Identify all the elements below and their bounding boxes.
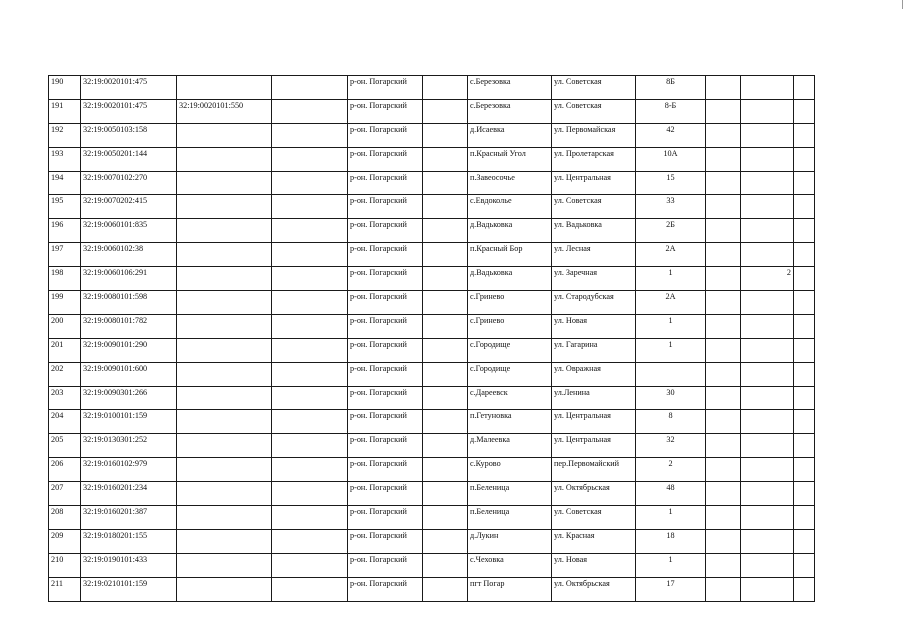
cadastral-number-secondary <box>177 410 272 434</box>
extra-value <box>741 362 794 386</box>
house-number: 15 <box>636 171 706 195</box>
street: ул. Лесная <box>552 243 636 267</box>
row-number: 197 <box>49 243 81 267</box>
empty-cell <box>423 458 468 482</box>
empty-cell <box>706 267 741 291</box>
empty-cell <box>706 434 741 458</box>
empty-cell <box>706 99 741 123</box>
empty-cell <box>706 529 741 553</box>
empty-cell <box>272 291 348 315</box>
empty-cell <box>794 147 815 171</box>
empty-cell <box>794 338 815 362</box>
cadastral-number: 32:19:0180201:155 <box>81 529 177 553</box>
cadastral-number-secondary <box>177 529 272 553</box>
empty-cell <box>423 506 468 530</box>
street: ул. Красная <box>552 529 636 553</box>
street: ул. Овражная <box>552 362 636 386</box>
empty-cell <box>272 529 348 553</box>
house-number: 8 <box>636 410 706 434</box>
district: р-он. Погарский <box>348 386 423 410</box>
row-number: 196 <box>49 219 81 243</box>
street: пер.Первомайский <box>552 458 636 482</box>
house-number: 33 <box>636 195 706 219</box>
house-number: 32 <box>636 434 706 458</box>
table-row <box>49 99 815 123</box>
settlement: д.Исаевка <box>468 123 552 147</box>
extra-value <box>741 529 794 553</box>
empty-cell <box>423 147 468 171</box>
property-registry-table <box>48 75 815 602</box>
table-row <box>49 76 815 100</box>
cadastral-number-secondary: 32:19:0020101:550 <box>177 99 272 123</box>
empty-cell <box>706 76 741 100</box>
street: ул. Вадьковка <box>552 219 636 243</box>
table-row <box>49 577 815 601</box>
empty-cell <box>272 99 348 123</box>
empty-cell <box>423 553 468 577</box>
house-number: 48 <box>636 482 706 506</box>
empty-cell <box>423 529 468 553</box>
house-number: 30 <box>636 386 706 410</box>
empty-cell <box>423 243 468 267</box>
cadastral-number-secondary <box>177 267 272 291</box>
empty-cell <box>706 362 741 386</box>
district: р-он. Погарский <box>348 529 423 553</box>
empty-cell <box>794 171 815 195</box>
empty-cell <box>272 577 348 601</box>
settlement: с.Евдоколье <box>468 195 552 219</box>
cadastral-number-secondary <box>177 458 272 482</box>
settlement: п.Беленица <box>468 506 552 530</box>
row-number: 191 <box>49 99 81 123</box>
cadastral-number: 32:19:0080101:598 <box>81 291 177 315</box>
empty-cell <box>794 314 815 338</box>
cadastral-number: 32:19:0100101:159 <box>81 410 177 434</box>
settlement: п.Завеосочье <box>468 171 552 195</box>
empty-cell <box>272 147 348 171</box>
empty-cell <box>794 362 815 386</box>
settlement: с.Городище <box>468 362 552 386</box>
extra-value <box>741 99 794 123</box>
empty-cell <box>794 195 815 219</box>
empty-cell <box>423 267 468 291</box>
empty-cell <box>423 195 468 219</box>
empty-cell <box>272 553 348 577</box>
house-number: 10А <box>636 147 706 171</box>
street: ул. Пролетарская <box>552 147 636 171</box>
cadastral-number-secondary <box>177 243 272 267</box>
empty-cell <box>272 362 348 386</box>
house-number: 2Б <box>636 219 706 243</box>
settlement: с.Гринево <box>468 291 552 315</box>
empty-cell <box>423 123 468 147</box>
settlement: с.Городище <box>468 338 552 362</box>
empty-cell <box>272 338 348 362</box>
empty-cell <box>423 219 468 243</box>
empty-cell <box>423 386 468 410</box>
empty-cell <box>272 76 348 100</box>
empty-cell <box>423 410 468 434</box>
empty-cell <box>272 267 348 291</box>
cadastral-number: 32:19:0070202:415 <box>81 195 177 219</box>
cadastral-number: 32:19:0090101:290 <box>81 338 177 362</box>
empty-cell <box>706 338 741 362</box>
empty-cell <box>706 171 741 195</box>
cadastral-number-secondary <box>177 386 272 410</box>
extra-value <box>741 123 794 147</box>
empty-cell <box>794 458 815 482</box>
cadastral-number: 32:19:0130301:252 <box>81 434 177 458</box>
district: р-он. Погарский <box>348 76 423 100</box>
district: р-он. Погарский <box>348 506 423 530</box>
cadastral-number-secondary <box>177 195 272 219</box>
row-number: 211 <box>49 577 81 601</box>
extra-value <box>741 386 794 410</box>
empty-cell <box>706 147 741 171</box>
empty-cell <box>706 243 741 267</box>
cadastral-number-secondary <box>177 434 272 458</box>
empty-cell <box>794 267 815 291</box>
district: р-он. Погарский <box>348 338 423 362</box>
extra-value <box>741 147 794 171</box>
row-number: 207 <box>49 482 81 506</box>
settlement: с.Дареевск <box>468 386 552 410</box>
cadastral-number: 32:19:0160102:979 <box>81 458 177 482</box>
row-number: 192 <box>49 123 81 147</box>
house-number: 2 <box>636 458 706 482</box>
cadastral-number-secondary <box>177 147 272 171</box>
table-row <box>49 506 815 530</box>
row-number: 201 <box>49 338 81 362</box>
house-number: 1 <box>636 553 706 577</box>
house-number: 2А <box>636 243 706 267</box>
empty-cell <box>794 219 815 243</box>
empty-cell <box>794 99 815 123</box>
empty-cell <box>706 410 741 434</box>
extra-value <box>741 434 794 458</box>
district: р-он. Погарский <box>348 410 423 434</box>
district: р-он. Погарский <box>348 291 423 315</box>
empty-cell <box>423 338 468 362</box>
district: р-он. Погарский <box>348 123 423 147</box>
empty-cell <box>794 123 815 147</box>
settlement: п.Гетуновка <box>468 410 552 434</box>
empty-cell <box>423 76 468 100</box>
empty-cell <box>706 195 741 219</box>
extra-value <box>741 338 794 362</box>
settlement: пгт Погар <box>468 577 552 601</box>
cadastral-number-secondary <box>177 338 272 362</box>
extra-value <box>741 577 794 601</box>
empty-cell <box>272 410 348 434</box>
empty-cell <box>706 219 741 243</box>
empty-cell <box>706 506 741 530</box>
table-row <box>49 529 815 553</box>
empty-cell <box>423 362 468 386</box>
empty-cell <box>706 314 741 338</box>
street: ул. Центральная <box>552 434 636 458</box>
settlement: п.Красный Угол <box>468 147 552 171</box>
cadastral-number: 32:19:0160201:387 <box>81 506 177 530</box>
row-number: 205 <box>49 434 81 458</box>
district: р-он. Погарский <box>348 362 423 386</box>
empty-cell <box>423 577 468 601</box>
extra-value: 2 <box>741 267 794 291</box>
district: р-он. Погарский <box>348 577 423 601</box>
settlement: с.Березовка <box>468 99 552 123</box>
settlement: п.Беленица <box>468 482 552 506</box>
house-number: 8Б <box>636 76 706 100</box>
table-row <box>49 171 815 195</box>
row-number: 202 <box>49 362 81 386</box>
empty-cell <box>706 482 741 506</box>
row-number: 198 <box>49 267 81 291</box>
row-number: 199 <box>49 291 81 315</box>
street: ул. Заречная <box>552 267 636 291</box>
table-row <box>49 410 815 434</box>
extra-value <box>741 458 794 482</box>
district: р-он. Погарский <box>348 553 423 577</box>
extra-value <box>741 219 794 243</box>
cadastral-number-secondary <box>177 553 272 577</box>
street: ул. Новая <box>552 314 636 338</box>
settlement: с.Гринево <box>468 314 552 338</box>
table-row <box>49 314 815 338</box>
cadastral-number-secondary <box>177 362 272 386</box>
row-number: 195 <box>49 195 81 219</box>
settlement: д.Лукин <box>468 529 552 553</box>
table-row <box>49 434 815 458</box>
house-number: 8-Б <box>636 99 706 123</box>
settlement: д.Малеевка <box>468 434 552 458</box>
empty-cell <box>706 553 741 577</box>
cadastral-number: 32:19:0020101:475 <box>81 99 177 123</box>
district: р-он. Погарский <box>348 171 423 195</box>
row-number: 193 <box>49 147 81 171</box>
row-number: 209 <box>49 529 81 553</box>
empty-cell <box>272 386 348 410</box>
cadastral-number: 32:19:0060106:291 <box>81 267 177 291</box>
cadastral-number: 32:19:0080101:782 <box>81 314 177 338</box>
street: ул. Центральная <box>552 171 636 195</box>
cadastral-number-secondary <box>177 123 272 147</box>
house-number: 2А <box>636 291 706 315</box>
street: ул. Советская <box>552 76 636 100</box>
street: ул. Стародубская <box>552 291 636 315</box>
cadastral-number-secondary <box>177 219 272 243</box>
empty-cell <box>794 529 815 553</box>
street: ул.Ленина <box>552 386 636 410</box>
row-number: 200 <box>49 314 81 338</box>
empty-cell <box>794 482 815 506</box>
district: р-он. Погарский <box>348 314 423 338</box>
district: р-он. Погарский <box>348 458 423 482</box>
row-number: 194 <box>49 171 81 195</box>
table-row <box>49 219 815 243</box>
cadastral-number-secondary <box>177 291 272 315</box>
street: ул. Центральная <box>552 410 636 434</box>
empty-cell <box>706 386 741 410</box>
empty-cell <box>423 314 468 338</box>
empty-cell <box>794 577 815 601</box>
empty-cell <box>794 243 815 267</box>
extra-value <box>741 171 794 195</box>
extra-value <box>741 506 794 530</box>
empty-cell <box>272 243 348 267</box>
cadastral-number-secondary <box>177 506 272 530</box>
street: ул. Октябрьская <box>552 577 636 601</box>
table-row <box>49 338 815 362</box>
empty-cell <box>272 171 348 195</box>
district: р-он. Погарский <box>348 99 423 123</box>
table-row <box>49 291 815 315</box>
row-number: 206 <box>49 458 81 482</box>
cadastral-number: 32:19:0050103:158 <box>81 123 177 147</box>
empty-cell <box>272 195 348 219</box>
table-row <box>49 267 815 291</box>
settlement: п.Красный Бор <box>468 243 552 267</box>
cadastral-number: 32:19:0090101:600 <box>81 362 177 386</box>
empty-cell <box>706 123 741 147</box>
row-number: 204 <box>49 410 81 434</box>
table-row <box>49 195 815 219</box>
empty-cell <box>272 506 348 530</box>
house-number: 1 <box>636 338 706 362</box>
table-row <box>49 123 815 147</box>
street: ул. Советская <box>552 506 636 530</box>
district: р-он. Погарский <box>348 195 423 219</box>
empty-cell <box>423 291 468 315</box>
cadastral-number: 32:19:0070102:270 <box>81 171 177 195</box>
house-number: 1 <box>636 267 706 291</box>
district: р-он. Погарский <box>348 434 423 458</box>
registry-body <box>49 76 815 602</box>
street: ул. Новая <box>552 553 636 577</box>
row-number: 190 <box>49 76 81 100</box>
extra-value <box>741 291 794 315</box>
empty-cell <box>794 291 815 315</box>
row-number: 203 <box>49 386 81 410</box>
extra-value <box>741 482 794 506</box>
extra-value <box>741 195 794 219</box>
district: р-он. Погарский <box>348 243 423 267</box>
district: р-он. Погарский <box>348 267 423 291</box>
settlement: с.Курово <box>468 458 552 482</box>
table-row <box>49 362 815 386</box>
extra-value <box>741 314 794 338</box>
cadastral-number: 32:19:0190101:433 <box>81 553 177 577</box>
empty-cell <box>794 553 815 577</box>
street: ул. Советская <box>552 99 636 123</box>
cadastral-number: 32:19:0060101:835 <box>81 219 177 243</box>
empty-cell <box>423 434 468 458</box>
table-row <box>49 458 815 482</box>
empty-cell <box>794 434 815 458</box>
empty-cell <box>423 99 468 123</box>
cadastral-number: 32:19:0020101:475 <box>81 76 177 100</box>
empty-cell <box>706 291 741 315</box>
table-row <box>49 553 815 577</box>
table-row <box>49 482 815 506</box>
row-number: 210 <box>49 553 81 577</box>
row-number: 208 <box>49 506 81 530</box>
district: р-он. Погарский <box>348 147 423 171</box>
empty-cell <box>794 506 815 530</box>
cadastral-number: 32:19:0160201:234 <box>81 482 177 506</box>
extra-value <box>741 553 794 577</box>
house-number <box>636 362 706 386</box>
district: р-он. Погарский <box>348 219 423 243</box>
cadastral-number: 32:19:0090301:266 <box>81 386 177 410</box>
empty-cell <box>794 410 815 434</box>
street: ул. Октябрьская <box>552 482 636 506</box>
extra-value <box>741 76 794 100</box>
empty-cell <box>272 458 348 482</box>
house-number: 1 <box>636 314 706 338</box>
cadastral-number-secondary <box>177 577 272 601</box>
street: ул. Гагарина <box>552 338 636 362</box>
table-row <box>49 147 815 171</box>
empty-cell <box>423 171 468 195</box>
extra-value <box>741 410 794 434</box>
page-edge-mark <box>902 0 903 9</box>
cadastral-number-secondary <box>177 482 272 506</box>
street: ул. Советская <box>552 195 636 219</box>
table-row <box>49 243 815 267</box>
table-row <box>49 386 815 410</box>
empty-cell <box>272 314 348 338</box>
cadastral-number: 32:19:0210101:159 <box>81 577 177 601</box>
settlement: с.Березовка <box>468 76 552 100</box>
cadastral-number: 32:19:0050201:144 <box>81 147 177 171</box>
district: р-он. Погарский <box>348 482 423 506</box>
street: ул. Первомайская <box>552 123 636 147</box>
house-number: 17 <box>636 577 706 601</box>
house-number: 1 <box>636 506 706 530</box>
empty-cell <box>272 123 348 147</box>
settlement: с.Чеховка <box>468 553 552 577</box>
cadastral-number-secondary <box>177 76 272 100</box>
empty-cell <box>423 482 468 506</box>
empty-cell <box>272 434 348 458</box>
cadastral-number-secondary <box>177 314 272 338</box>
extra-value <box>741 243 794 267</box>
empty-cell <box>794 386 815 410</box>
empty-cell <box>706 577 741 601</box>
cadastral-number: 32:19:0060102:38 <box>81 243 177 267</box>
cadastral-number-secondary <box>177 171 272 195</box>
settlement: д.Вадьковка <box>468 219 552 243</box>
empty-cell <box>272 219 348 243</box>
empty-cell <box>794 76 815 100</box>
empty-cell <box>272 482 348 506</box>
house-number: 42 <box>636 123 706 147</box>
empty-cell <box>706 458 741 482</box>
house-number: 18 <box>636 529 706 553</box>
settlement: д.Вадьковка <box>468 267 552 291</box>
